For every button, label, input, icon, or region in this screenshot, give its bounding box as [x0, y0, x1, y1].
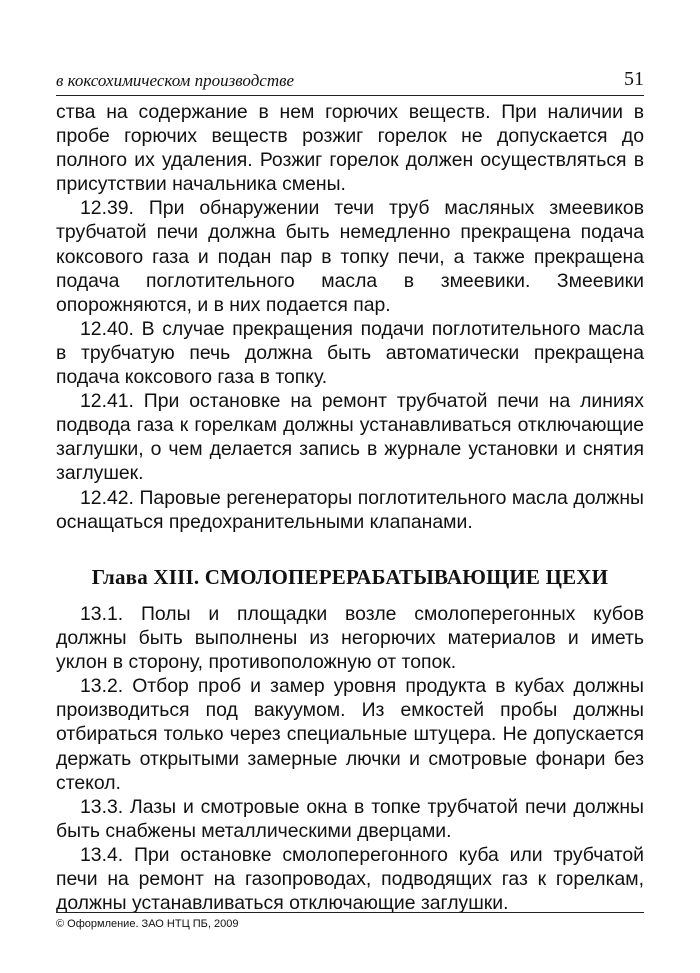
- paragraph-12-41: 12.41. При остановке на ремонт трубчатой печи на линиях подвода газа к горелкам должны устанавливаться отключающие заглушки, о чем делается запись в журнале установки и снятия заглушек.: [56, 390, 644, 485]
- paragraph-13-2: 13.2. Отбор проб и замер уровня продукта в кубах должны производиться под вакуумом. Из емкостей пробы должны отбираться только через специальные штуцера. Не допускается держать открытыми замерные лючки и смотровые фонари без стекол.: [56, 675, 644, 794]
- running-title: в коксохимическом производстве: [56, 71, 295, 90]
- chapter-heading: Глава XIII. СМОЛОПЕРЕРАБАТЫВАЮЩИЕ ЦЕХИ: [91, 565, 609, 589]
- footer-copyright: © Оформление. ЗАО НТЦ ПБ, 2009: [56, 918, 239, 930]
- document-page: [56, 0, 644, 973]
- footer-divider: [56, 912, 644, 913]
- section-12-text: [56, 100, 644, 534]
- paragraph-12-39: 12.39. При обнаружении течи труб масляных змеевиков трубчатой печи должна быть немедленно прекращена подача коксового газа и подан пар в топку печи, а также прекращена подача поглотительного масла в змеевики. Змеевики опорожняются, и в них подается пар.: [56, 197, 644, 316]
- paragraph-12-42: 12.42. Паровые регенераторы поглотительного масла должны оснащаться предохранительными клапанами.: [56, 486, 644, 533]
- paragraph-13-1: 13.1. Полы и площадки возле смолоперегонных кубов должны быть выполнены из негорючих материалов и иметь уклон в сторону, противоположную от топок.: [56, 603, 644, 674]
- paragraph-13-3: 13.3. Лазы и смотровые окна в топке трубчатой печи должны быть снабжены металлическими дверцами.: [56, 795, 644, 842]
- paragraph-13-4: 13.4. При остановке смолоперегонного куба или трубчатой печи на ремонт на газопроводах, подводящих газ к горелкам, должны устанавливаться отключающие заглушки.: [56, 843, 644, 915]
- running-header: [56, 68, 644, 96]
- page-number: 51: [624, 68, 644, 90]
- paragraph-12-40: 12.40. В случае прекращения подачи поглотительного масла в трубчатую печь должна быть автоматически прекращена подача коксового газа в топку.: [56, 317, 644, 389]
- continuation-paragraph: ства на содержание в нем горючих веществ. При наличии в пробе горючих веществ розжиг горелок не допускается до полного их удаления. Розжиг горелок должен осуществляться в присутствии начальника смены.: [56, 101, 644, 196]
- chapter-13-text: [56, 602, 644, 915]
